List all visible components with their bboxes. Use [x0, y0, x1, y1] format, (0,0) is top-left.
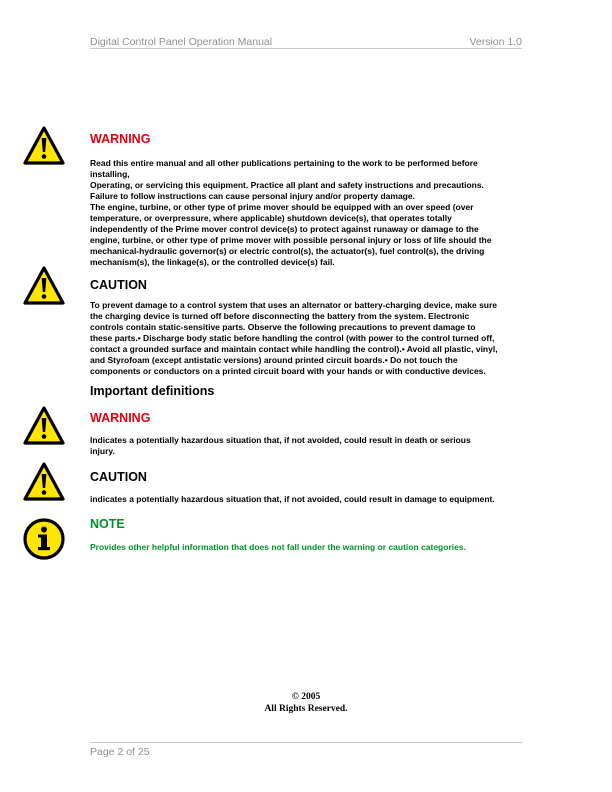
warning-triangle-icon [22, 125, 66, 167]
version-label: Version 1.0 [469, 36, 522, 48]
definitions-title: Important definitions [90, 384, 215, 398]
warning-heading: WARNING [90, 132, 151, 146]
text-line: Failure to follow instructions can cause personal injury and/or property damage. [90, 191, 415, 201]
warning-text [90, 158, 530, 268]
warning-triangle-icon [22, 265, 66, 307]
text-line: mechanism(s), the linkage(s), or the controlled device(s) fail. [90, 257, 335, 267]
page-number: Page 2 of 25 [90, 746, 150, 758]
copyright-block [0, 691, 612, 715]
text-line: The engine, turbine, or other type of prime mover should be equipped with an over speed (over [90, 202, 474, 212]
text-line: components or conductors on a printed circuit board with your hands or with conductive devices. [90, 366, 486, 376]
definition-caution-text [90, 494, 530, 505]
definition-warning-text [90, 435, 530, 457]
warning-triangle-icon [22, 461, 66, 503]
text-line: engine, turbine, or other type of prime mover with possible personal injury or loss of life should the [90, 235, 492, 245]
text-line: injury. [90, 446, 115, 456]
caution-heading: CAUTION [90, 278, 147, 292]
text-line: mechanical-hydraulic governor(s) or electric control(s), the actuator(s), fuel control(s), the driving [90, 246, 485, 256]
text-line: indicates a potentially hazardous situation that, if not avoided, could result in damage to equipment. [90, 494, 495, 504]
info-icon [22, 517, 66, 559]
page-footer [90, 742, 522, 758]
warning-triangle-icon [22, 405, 66, 447]
text-line: the charging device is turned off before disconnecting the battery from the system. Electronic [90, 311, 470, 321]
text-line: independently of the Prime mover control device(s) to protect against runaway or damage to the [90, 224, 479, 234]
text-line: To prevent damage to a control system that uses an alternator or battery-charging device, make sure [90, 300, 498, 310]
definition-note-text [90, 542, 530, 553]
text-line: Read this entire manual and all other publications pertaining to the work to be performed before [90, 158, 478, 168]
text-line: Operating, or servicing this equipment. Practice all plant and safety instructions and precautions. [90, 180, 484, 190]
text-line: installing, [90, 169, 130, 179]
text-line: Indicates a potentially hazardous situation that, if not avoided, could result in death or serious [90, 435, 471, 445]
definition-caution-heading: CAUTION [90, 470, 147, 484]
text-line: Provides other helpful information that does not fall under the warning or caution categories. [90, 542, 466, 552]
copyright-year: © 2005 [291, 692, 321, 702]
page-header [90, 36, 522, 49]
definition-note-heading: NOTE [90, 517, 125, 531]
text-line: temperature, or overpressure, where applicable) shutdown device(s), that operates totally [90, 213, 452, 223]
definition-warning-heading: WARNING [90, 411, 151, 425]
copyright-rights: All Rights Reserved. [264, 704, 348, 714]
manual-title: Digital Control Panel Operation Manual [90, 36, 273, 48]
text-line: these parts.• Discharge body static before handling the control (with power to the control turned off, [90, 333, 495, 343]
text-line: controls contain static-sensitive parts. Observe the following precautions to prevent damage to [90, 322, 476, 332]
text-line: contact a grounded surface and maintain contact while handling the control).• Avoid all plastic, vinyl, [90, 344, 498, 354]
caution-text [90, 300, 530, 377]
text-line: and Styrofoam (except antistatic versions) around printed circuit boards.• Do not touch the [90, 355, 458, 365]
